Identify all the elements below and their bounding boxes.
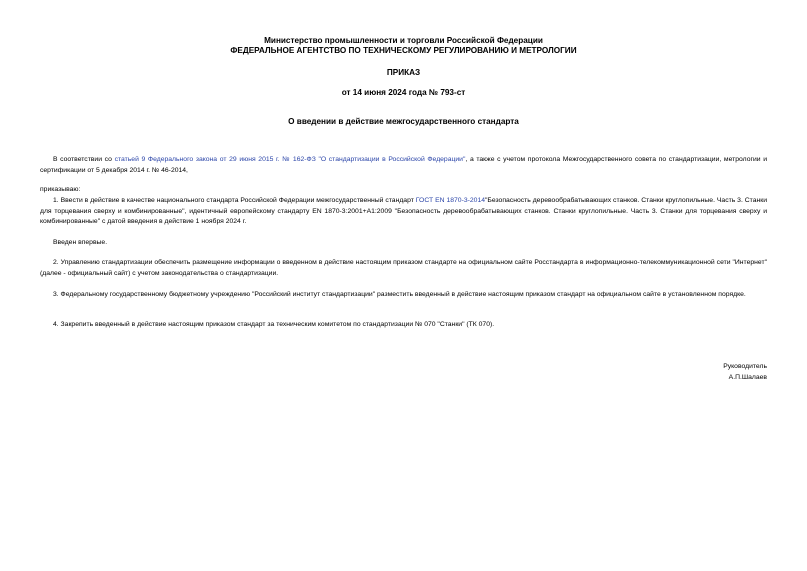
- item-2-paragraph: 2. Управлению стандартизации обеспечить размещение информации о введенном в действие настоящим приказом стандарте на официальном сайте Росстандарта в информационно-телекоммуникационной сети "Интернет" (далее - официальный сайт) с учетом законодательства о стандартизации.: [40, 259, 767, 277]
- item-1-prefix: 1. Ввести в действие в качестве национального стандарта Российской Федерации межгосударственный стандарт: [53, 197, 416, 204]
- basis-suffix: , а также с учетом протокола Межгосударственного совета по стандартизации, метрологии и сертификации от 5 декабря 2014 г. № 46-2014,: [40, 156, 767, 174]
- ministry-name: Министерство промышленности и торговли Российской Федерации: [264, 36, 543, 45]
- order-date: от 14 июня 2024 года № 793-ст: [341, 88, 466, 97]
- item-1-paragraph: [40, 196, 767, 228]
- signature-role: Руководитель: [723, 363, 767, 370]
- first-time-note: Введен впервые.: [53, 239, 108, 246]
- document-subject: О введении в действие межгосударственного стандарта: [288, 117, 519, 126]
- item-4-paragraph: 4. Закрепить введенный в действие настоящим приказом стандарт за техническим комитетом по стандартизации № 070 "Станки" (ТК 070).: [53, 321, 495, 328]
- order-title: ПРИКАЗ: [386, 68, 421, 77]
- agency-name: ФЕДЕРАЛЬНОЕ АГЕНТСТВО ПО ТЕХНИЧЕСКОМУ РЕГУЛИРОВАНИЮ И МЕТРОЛОГИИ: [230, 46, 577, 55]
- basis-prefix: В соответствии со: [53, 156, 115, 163]
- gost-standard-link[interactable]: ГОСТ EN 1870-3-2014: [415, 197, 486, 204]
- item-3-paragraph: 3. Федеральному государственному бюджетному учреждению "Российский институт стандартизации" разместить введенный в действие настоящим приказом стандарт на официальном сайте в установленном порядке.: [53, 291, 746, 298]
- item-1-suffix: "Безопасность деревообрабатывающих станков. Станки круглопильные. Часть 3. Станки для торцевания сверху и комбинированные", идентичный европейскому стандарту EN 1870-3:2001+A1:2009 "Безопасность деревообрабатывающих станков. Станки круглопильные. Часть 3. Станки для торцевания сверху и комбинированные" с датой введения в действие 1 ноября 2024 г.: [40, 197, 768, 225]
- orders-line: приказываю:: [40, 186, 81, 193]
- federal-law-link[interactable]: статьей 9 Федерального закона от 29 июня 2015 г. № 162-ФЗ "О стандартизации в Российской Федерации": [114, 156, 466, 163]
- signature-name: А.П.Шалаев: [728, 374, 767, 381]
- basis-paragraph: [40, 155, 767, 176]
